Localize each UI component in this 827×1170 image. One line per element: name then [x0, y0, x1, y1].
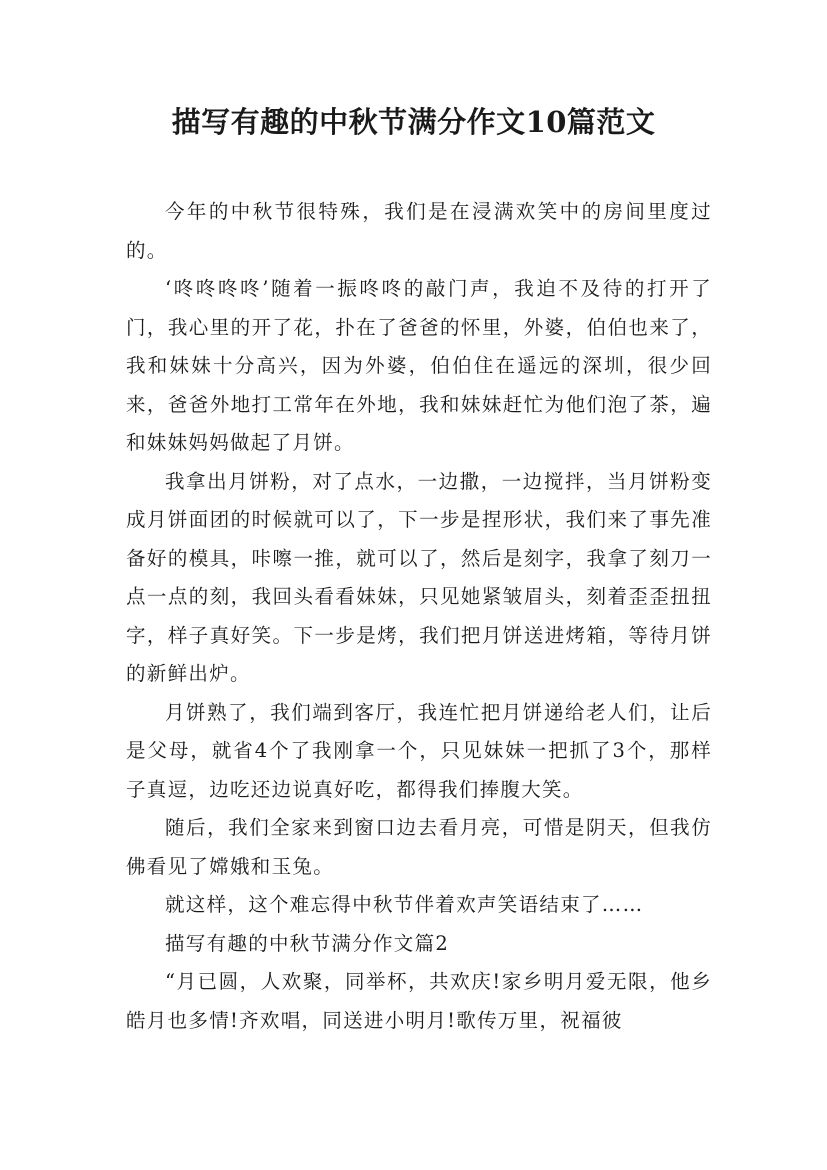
paragraph-2: ‘咚咚咚咚’随着一振咚咚的敲门声，我迫不及待的打开了门，我心里的开了花，扑在了爸爸的怀里，外婆，伯伯也来了，我和妹妹十分高兴，因为外婆，伯伯住在遥远的深圳，很少回来，爸爸外地打工常年在外地，我和妹妹赶忙为他们泡了茶，遍和妹妹妈妈做起了月饼。 — [126, 277, 712, 454]
section-heading-2: 描写有趣的中秋节满分作文篇2 — [165, 931, 450, 955]
paragraph-5: 随后，我们全家来到窗口边去看月亮，可惜是阴天，但我仿佛看见了嫦娥和玉兔。 — [126, 816, 712, 878]
paragraph-7: “月已圆，人欢聚，同举杯，共欢庆!家乡明月爱无限，他乡皓月也多情!齐欢唱，同送进小明月!歌传万里，祝福彼 — [126, 970, 712, 1032]
paragraph-3: 我拿出月饼粉，对了点水，一边撒，一边搅拌，当月饼粉变成月饼面团的时候就可以了，下一步是捏形状，我们来了事先准备好的模具，咔嚓一推，就可以了，然后是刻字，我拿了刻刀一点一点的刻，我回头看看妹妹，只见她紧皱眉头，刻着歪歪扭扭字，样子真好笑。下一步是烤，我们把月饼送进烤箱，等待月饼的新鲜出炉。 — [126, 469, 712, 685]
paragraph-1: 今年的中秋节很特殊，我们是在浸满欢笑中的房间里度过的。 — [126, 200, 712, 262]
document-title: 描写有趣的中秋节满分作文10篇范文 — [171, 105, 656, 139]
document-body — [126, 193, 712, 1040]
paragraph-6: 就这样，这个难忘得中秋节伴着欢声笑语结束了…… — [165, 893, 644, 916]
paragraph-4: 月饼熟了，我们端到客厅，我连忙把月饼递给老人们，让后是父母，就省4个了我刚拿一个，只见妹妹一把抓了3个，那样子真逗，边吃还边说真好吃，都得我们捧腹大笑。 — [126, 700, 712, 801]
